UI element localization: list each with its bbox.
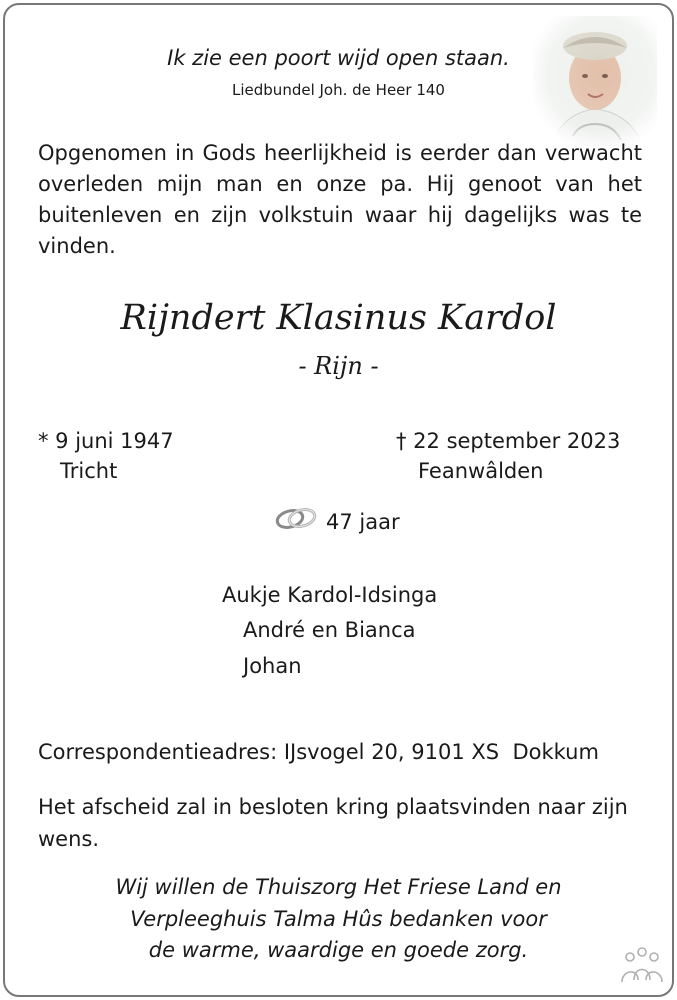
wedding-rings-icon	[274, 504, 318, 532]
birth-place: Tricht	[60, 459, 118, 483]
child-name: Johan	[243, 654, 302, 678]
death-place: Feanwâlden	[418, 459, 544, 483]
death-date: † 22 september 2023	[396, 429, 621, 453]
child-name: André en Bianca	[243, 618, 416, 642]
family-logo-icon	[618, 944, 666, 984]
marriage-duration: 47 jaar	[326, 510, 400, 534]
intro-text: Opgenomen in Gods heerlijkheid is eerder dan verwacht overleden mijn man en onze pa. Hij genoot van het buitenleven en zijn volkstuin waar hij dagelijks was te vinden.	[38, 141, 642, 258]
motto-quote: Ik zie een poort wijd open staan.	[167, 46, 510, 70]
correspondence-address: Correspondentieadres: IJsvogel 20, 9101 XS Dokkum	[38, 740, 599, 764]
thanks-line: Verpleeghuis Talma Hûs bedanken voor	[130, 907, 547, 931]
thanks-line: de warme, waardige en goede zorg.	[148, 938, 529, 962]
funeral-notice: Het afscheid zal in besloten kring plaatsvinden naar zijn wens.	[38, 795, 628, 851]
deceased-nickname: - Rijn -	[298, 352, 379, 380]
thanks-line: Wij willen de Thuiszorg Het Friese Land en	[115, 875, 562, 899]
birth-date: * 9 juni 1947	[38, 429, 174, 453]
deceased-name: Rijndert Klasinus Kardol	[120, 298, 557, 338]
motto-source: Liedbundel Joh. de Heer 140	[232, 81, 445, 99]
spouse-name: Aukje Kardol-Idsinga	[222, 583, 438, 607]
